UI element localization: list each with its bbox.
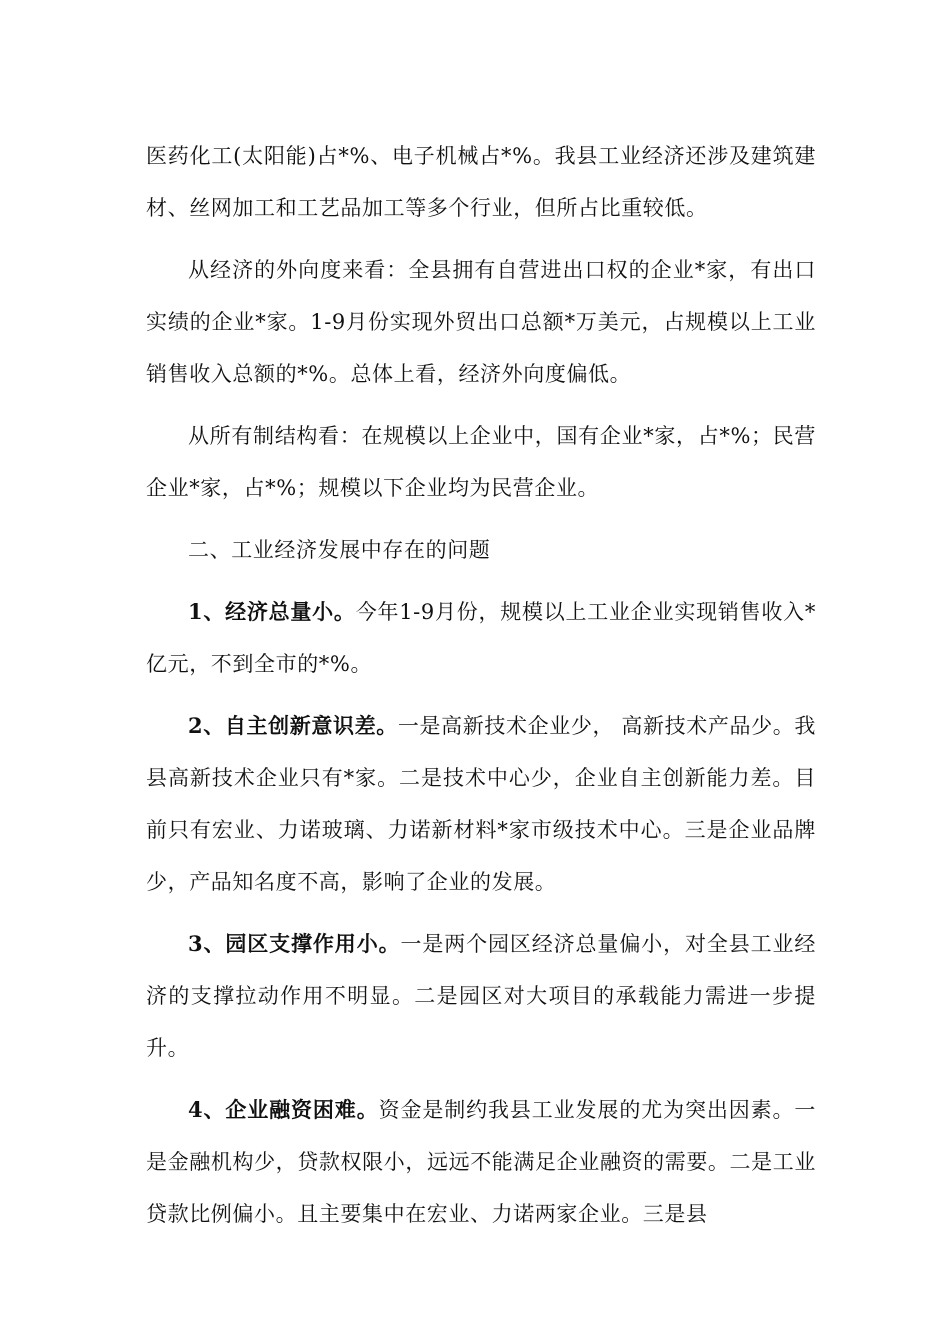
paragraph-text: 一是高新技术企业少， 高新技术产品少。我县高新技术企业只有*家。二是技术中心少，企业自主创新能力差。目前只有宏业、力诺玻璃、力诺新材料*家市级技术中心。三是企业品牌少，产品知名度不高，影响了企业的发展。	[146, 714, 816, 894]
paragraph-text: 资金是制约我县工业发展的尤为突出因素。一是金融机构少，贷款权限小，远远不能满足企业融资的需要。二是工业贷款比例偏小。且主要集中在宏业、力诺两家企业。三是县	[146, 1098, 816, 1226]
paragraph-problem-2	[146, 700, 816, 908]
paragraph-export-orientation	[146, 244, 816, 400]
problem-title: 3、园区支撑作用小。	[188, 931, 401, 956]
paragraph-problem-4	[146, 1084, 816, 1240]
paragraph-ownership-structure	[146, 410, 816, 514]
paragraph-text: 从经济的外向度来看：全县拥有自营进出口权的企业*家，有出口实绩的企业*家。1-9月份实现外贸出口总额*万美元，占规模以上工业销售收入总额的*%。总体上看，经济外向度偏低。	[146, 258, 816, 386]
problem-title: 2、自主创新意识差。	[188, 713, 398, 738]
paragraph-problem-3	[146, 918, 816, 1074]
problem-title: 4、企业融资困难。	[188, 1097, 379, 1122]
paragraph-text: 医药化工(太阳能)占*%、电子机械占*%。我县工业经济还涉及建筑建材、丝网加工和工艺品加工等多个行业，但所占比重较低。	[146, 144, 816, 220]
section-heading-text: 二、工业经济发展中存在的问题	[188, 538, 491, 562]
paragraph-problem-1	[146, 586, 816, 690]
paragraph-text: 今年1-9月份，规模以上工业企业实现销售收入*亿元，不到全市的*%。	[146, 600, 816, 676]
section-heading-problems	[146, 524, 816, 576]
paragraph-industry-composition	[146, 130, 816, 234]
paragraph-text: 从所有制结构看：在规模以上企业中，国有企业*家，占*%；民营企业*家，占*%；规模以下企业均为民营企业。	[146, 424, 816, 500]
paragraph-text: 一是两个园区经济总量偏小，对全县工业经济的支撑拉动作用不明显。二是园区对大项目的承载能力需进一步提升。	[146, 932, 816, 1060]
document-body	[146, 130, 816, 1240]
problem-title: 1、经济总量小。	[188, 599, 356, 624]
